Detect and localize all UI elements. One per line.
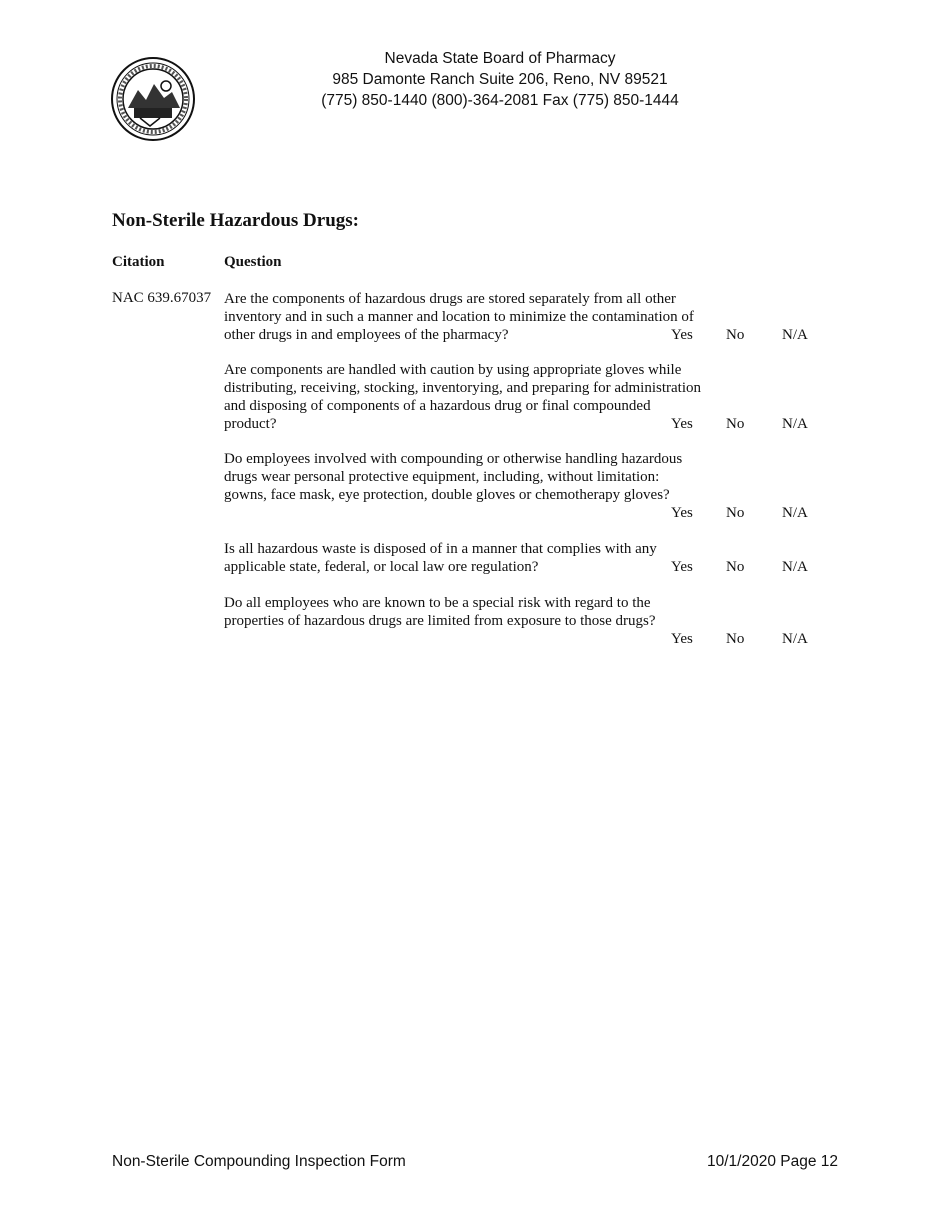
answer-na[interactable]: N/A: [782, 416, 808, 432]
answer-yes[interactable]: Yes: [671, 631, 693, 647]
question-text: Do employees involved with compounding or otherwise handling hazardous drugs wear personal protective equipment, including, without limitation: gowns, face mask, eye protection, double gloves or chemotherapy gloves?: [224, 451, 683, 503]
answer-na[interactable]: N/A: [782, 505, 808, 521]
answer-na[interactable]: N/A: [782, 631, 808, 647]
answer-no[interactable]: No: [726, 505, 745, 521]
question-item: [224, 290, 824, 344]
question-text: Are the components of hazardous drugs are stored separately from all other inventory and in such a manner and location to minimize the contamination of other drugs in and employees of the pharmacy?: [224, 291, 694, 343]
question-text: Are components are handled with caution by using appropriate gloves while distributing, receiving, stocking, inventorying, and preparing for administration and disposing of components of a hazardous drug or final compounded product?: [224, 362, 701, 432]
answer-yes[interactable]: Yes: [671, 559, 693, 575]
answer-yes[interactable]: Yes: [671, 327, 693, 343]
letterhead: [300, 48, 700, 111]
citation-column-header: Citation: [112, 254, 165, 270]
answer-na[interactable]: N/A: [782, 559, 808, 575]
answer-yes[interactable]: Yes: [671, 416, 693, 432]
org-address: 985 Damonte Ranch Suite 206, Reno, NV 89521: [332, 71, 668, 88]
footer-date-page: 10/1/2020 Page 12: [706, 1153, 838, 1170]
answer-no[interactable]: No: [726, 416, 745, 432]
answer-na[interactable]: N/A: [782, 327, 808, 343]
question-text: Is all hazardous waste is disposed of in a manner that complies with any applicable state, federal, or local law ore regulation?: [224, 541, 657, 575]
answer-no[interactable]: No: [726, 631, 745, 647]
question-item: [224, 450, 824, 521]
question-item: [224, 594, 824, 647]
question-column-header: Question: [224, 254, 282, 270]
answer-no[interactable]: No: [726, 327, 745, 343]
answer-yes[interactable]: Yes: [671, 505, 693, 521]
section-title: Non-Sterile Hazardous Drugs:: [112, 210, 359, 231]
question-item: [224, 361, 824, 433]
citation-value: NAC 639.67037: [112, 290, 212, 306]
answer-no[interactable]: No: [726, 559, 745, 575]
question-text: Do all employees who are known to be a special risk with regard to the properties of hazardous drugs are limited from exposure to those drugs?: [224, 595, 656, 629]
state-seal-logo: [110, 56, 196, 142]
org-name: Nevada State Board of Pharmacy: [384, 50, 616, 67]
org-phones: (775) 850-1440 (800)-364-2081 Fax (775) 850-1444: [321, 92, 679, 109]
question-item: [224, 540, 824, 576]
footer-form-name: Non-Sterile Compounding Inspection Form: [112, 1153, 406, 1170]
